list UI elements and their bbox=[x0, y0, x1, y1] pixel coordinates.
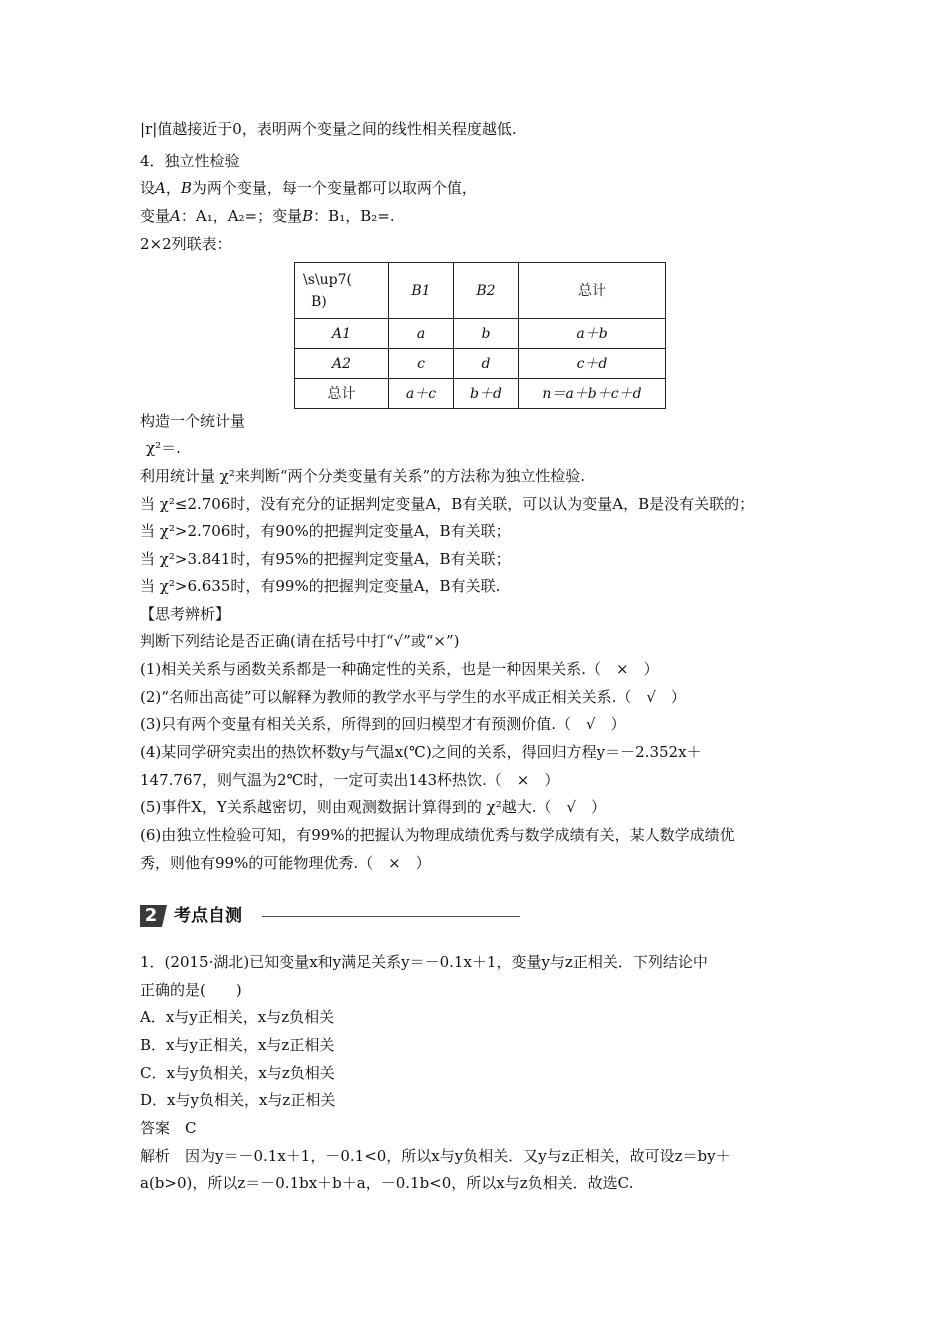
r-correlation-note bbox=[140, 119, 517, 139]
think-item-4b: 147.767，则气温为2℃时，一定可卖出143杯热饮.（ × ） bbox=[140, 771, 560, 789]
construct-stat: 构造一个统计量 bbox=[140, 412, 246, 430]
chi-formula: χ²＝. bbox=[146, 439, 181, 457]
option-a: A．x与y正相关，x与z负相关 bbox=[140, 1008, 335, 1026]
r-line-text: 值越接近于0，表明两个变量之间的线性相关程度越低. bbox=[157, 120, 517, 138]
analysis-line2: a(b>0)，所以z＝－0.1bx＋b＋a，－0.1b<0，所以x与z负相关．故选C. bbox=[140, 1174, 634, 1192]
section-header bbox=[140, 905, 540, 927]
q1-stem-line2: 正确的是( ) bbox=[140, 981, 242, 999]
section-number-badge: 2 bbox=[140, 905, 162, 927]
q1-stem-line1: 1．(2015·湖北)已知变量x和y满足关系y＝－0.1x＋1，变量y与z正相关．下列结论中 bbox=[140, 953, 708, 971]
think-item-6b: 秀，则他有99%的可能物理优秀.（ × ） bbox=[140, 854, 431, 872]
variables-line: 变量A：A₁，A₂=；变量B：B₁，B₂=. bbox=[140, 207, 395, 225]
think-item-1: (1)相关关系与函数关系都是一种确定性的关系，也是一种因果关系.（ × ） bbox=[140, 660, 659, 678]
table-cell: b＋d bbox=[454, 379, 519, 409]
rule-1: 当 χ²≤2.706时，没有充分的证据判定变量A，B有关联，可以认为变量A，B是没有关联的； bbox=[140, 495, 755, 513]
usage-text: 利用统计量 χ²来判断“两个分类变量有关系”的方法称为独立性检验. bbox=[140, 467, 585, 485]
header-b2: B2 bbox=[454, 263, 519, 319]
section-divider bbox=[262, 916, 520, 917]
r-abs-symbol: |r| bbox=[140, 120, 158, 138]
table-cell: a＋b bbox=[519, 319, 666, 349]
setup-line: 设A，B为两个变量，每一个变量都可以取两个值， bbox=[140, 179, 477, 197]
section-title: 考点自测 bbox=[174, 906, 242, 926]
option-b: B．x与y正相关，x与z正相关 bbox=[140, 1036, 335, 1054]
row-label: A2 bbox=[295, 349, 389, 379]
table-cell: n＝a＋b＋c＋d bbox=[519, 379, 666, 409]
think-heading: 【思考辨析】 bbox=[140, 605, 231, 623]
table-cell: c bbox=[389, 349, 454, 379]
table-row bbox=[295, 319, 666, 349]
table-cell: d bbox=[454, 349, 519, 379]
header-total: 总计 bbox=[519, 263, 666, 319]
table-cell: a＋c bbox=[389, 379, 454, 409]
row-label: A1 bbox=[295, 319, 389, 349]
option-d: D．x与y负相关，x与z正相关 bbox=[140, 1091, 336, 1109]
rule-4: 当 χ²>6.635时，有99%的把握判定变量A，B有关联. bbox=[140, 577, 501, 595]
think-instruction: 判断下列结论是否正确(请在括号中打“√”或“×”) bbox=[140, 632, 460, 650]
table-row bbox=[295, 379, 666, 409]
analysis-line1: 解析 因为y＝－0.1x＋1，－0.1<0，所以x与y负相关．又y与z正相关，故可设z＝by＋ bbox=[140, 1147, 731, 1165]
think-item-3: (3)只有两个变量有相关关系，所得到的回归模型才有预测价值.（ √ ） bbox=[140, 715, 626, 733]
section4-heading: 4．独立性检验 bbox=[140, 152, 240, 170]
table-cell: b bbox=[454, 319, 519, 349]
rule-3: 当 χ²>3.841时，有95%的把握判定变量A，B有关联； bbox=[140, 550, 511, 568]
answer: 答案 C bbox=[140, 1119, 197, 1137]
table-cell: c＋d bbox=[519, 349, 666, 379]
think-item-6a: (6)由独立性检验可知，有99%的把握认为物理成绩优秀与数学成绩有关，某人数学成绩优 bbox=[140, 826, 735, 844]
option-c: C．x与y负相关，x与z负相关 bbox=[140, 1064, 335, 1082]
header-b1: B1 bbox=[389, 263, 454, 319]
table-cell: a bbox=[389, 319, 454, 349]
table-corner-cell: \s\up7( B) bbox=[295, 263, 389, 319]
row-label: 总计 bbox=[295, 379, 389, 409]
think-item-5: (5)事件X，Y关系越密切，则由观测数据计算得到的 χ²越大.（ √ ） bbox=[140, 798, 607, 816]
think-item-4a: (4)某同学研究卖出的热饮杯数y与气温x(℃)之间的关系，得回归方程y＝－2.352x＋ bbox=[140, 743, 702, 761]
table-row bbox=[295, 349, 666, 379]
table-header-row bbox=[295, 263, 666, 319]
rule-2: 当 χ²>2.706时，有90%的把握判定变量A，B有关联； bbox=[140, 522, 511, 540]
table-title: 2×2列联表： bbox=[140, 235, 232, 253]
think-item-2: (2)“名师出高徒”可以解释为教师的教学水平与学生的水平成正相关关系.（ √ ） bbox=[140, 688, 686, 706]
contingency-table bbox=[294, 262, 666, 409]
